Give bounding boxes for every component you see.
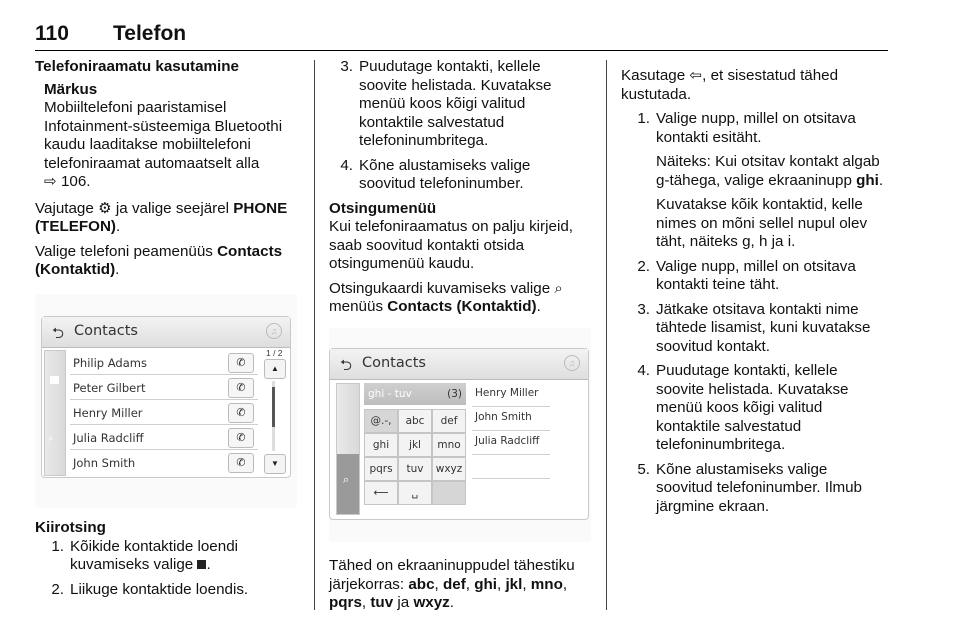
note-title: Märkus	[44, 80, 98, 98]
section-title: Telefoniraamatu kasutamine	[35, 58, 239, 75]
result-item: Julia Radcliff	[472, 431, 550, 455]
key: mno	[432, 433, 466, 457]
list-item: Henry Miller ✆	[70, 400, 258, 425]
call-icon: ✆	[228, 378, 254, 398]
note-line: telefoniraamat automaatselt alla	[44, 154, 260, 172]
step-line: telefoninumbritega.	[656, 436, 786, 453]
header-rule	[35, 50, 888, 51]
screen-title: Contacts	[362, 355, 426, 371]
search-tab-icon: ⌕	[48, 433, 54, 444]
contacts-tab-icon	[50, 376, 59, 384]
note-ref-text: 106.	[60, 173, 91, 190]
list-item: Peter Gilbert ✆	[70, 375, 258, 400]
call-icon: ✆	[228, 403, 254, 423]
step-item: 2. Valige nupp, millel on otsitava	[637, 257, 856, 275]
step-line: kontaktile salvestatud	[359, 113, 505, 131]
key: def	[432, 409, 466, 433]
step-line: kontakti teine täht.	[656, 276, 780, 293]
back-icon: ⮌	[340, 357, 353, 374]
step-line: kontakti esitäht.	[656, 128, 762, 146]
step-item: 5. Kõne alustamiseks valige	[637, 460, 828, 478]
column-divider-2	[606, 60, 607, 610]
search-icon: ⌕	[554, 279, 563, 297]
step-item: 3. Jätkake otsitava kontakti nime	[637, 300, 859, 318]
step-line: järgmine ekraan.	[656, 497, 770, 515]
backspace-icon: ⟵	[364, 481, 398, 505]
key: tuv	[398, 457, 432, 481]
chapter-title: Telefon	[113, 22, 187, 45]
result-item: John Smith	[472, 407, 550, 431]
key: @.-,	[364, 409, 398, 433]
phone-home-icon: ⚙	[98, 199, 112, 217]
step-line: nimes on mõni sellel nupul olev	[656, 214, 868, 232]
search-screen-image	[329, 328, 591, 542]
call-icon: ✆	[228, 428, 254, 448]
step-line: tähtede lisamist, kuni kuvatakse	[656, 319, 871, 336]
search-input: ghi - tuv (3)	[364, 383, 466, 405]
scroll-track	[272, 381, 275, 451]
step-line: täht, näiteks g, h ja i.	[656, 233, 796, 250]
step-item: 1. Kõikide kontaktide loendi	[51, 537, 239, 555]
step-item: 4. Kõne alustamiseks valige	[340, 156, 531, 174]
step-line: Näiteks: Kui otsitav kontakt algab	[656, 153, 880, 170]
key: pqrs	[364, 457, 398, 481]
contacts-icon	[197, 560, 206, 569]
step-line: menüü koos kõigi valitud	[359, 95, 526, 112]
paragraph: Otsingukaardi kuvamiseks valige ⌕	[329, 279, 563, 297]
call-icon: ✆	[228, 453, 254, 473]
list-item: John Smith ✆	[70, 450, 258, 474]
side-tabs	[44, 350, 66, 476]
paragraph-cont: (Kontaktid).	[35, 261, 120, 278]
paragraph-cont: menüüs Contacts (Kontaktid).	[329, 298, 541, 315]
music-note-icon: ♫	[564, 355, 580, 371]
step-line: menüü koos kõigi valitud	[656, 399, 823, 416]
contacts-screen-image	[35, 294, 297, 508]
screen-header	[42, 317, 290, 348]
paragraph-line: saab soovitud kontakti otsida	[329, 236, 525, 254]
screen-header	[330, 349, 588, 380]
subsection-title: Otsingumenüü	[329, 199, 437, 217]
paragraph-line: kustutada.	[621, 85, 692, 103]
column-3	[621, 67, 891, 516]
list-item: Julia Radcliff ✆	[70, 425, 258, 450]
note-line: kaudu laaditakse mobiiltelefoni	[44, 136, 251, 153]
step-item: 4. Puudutage kontakti, kellele	[637, 362, 838, 379]
screen-title: Contacts	[74, 323, 138, 339]
step-3	[333, 58, 599, 194]
quick-search	[35, 519, 310, 599]
page-ref-icon: ⇨	[44, 173, 57, 190]
step-line: g-tähega, valige ekraaninupp ghi.	[656, 171, 884, 189]
step-line: soovitud kontakt.	[656, 337, 770, 355]
letters-paragraph	[329, 557, 604, 613]
paragraph-line: pqrs, tuv ja wxyz.	[329, 594, 454, 611]
note-line: Mobiiltelefoni paaristamisel	[44, 99, 227, 116]
back-icon: ⮌	[52, 325, 65, 342]
key: wxyz	[432, 457, 466, 481]
subsection-title: Kiirotsing	[35, 519, 106, 536]
paragraph: Vajutage ⚙ ja valige seejärel PHONE	[35, 199, 288, 217]
paragraph-line: järjekorras: abc, def, ghi, jkl, mno,	[329, 575, 568, 593]
key: abc	[398, 409, 432, 433]
step-line: Kuvatakse kõik kontaktid, kelle	[656, 196, 863, 213]
paragraph-line: otsingumenüü kaudu.	[329, 255, 475, 272]
page-indicator: 1 / 2	[266, 348, 283, 358]
space-icon: ␣	[398, 481, 432, 505]
column-1	[35, 58, 310, 280]
paragraph-line: Kui telefoniraamatus on palju kirjeid,	[329, 218, 573, 235]
page-header	[35, 22, 186, 46]
paragraph: Kasutage ⇦, et sisestatud tähed	[621, 67, 839, 84]
step-line: soovite helistada. Kuvatakse	[656, 380, 849, 398]
key: jkl	[398, 433, 432, 457]
column-divider-1	[314, 60, 315, 610]
backspace-icon: ⇦	[689, 67, 703, 84]
result-empty	[472, 455, 550, 479]
music-note-icon: ♫	[266, 323, 282, 339]
step-line: soovitud telefoninumber. Ilmub	[656, 479, 862, 496]
blank-key	[432, 481, 466, 505]
result-item: Henry Miller	[472, 383, 550, 407]
note-line: Infotainment-süsteemiga Bluetoothi	[44, 117, 283, 135]
note-box	[35, 81, 310, 192]
step-item: 1. Valige nupp, millel on otsitava	[637, 110, 856, 127]
page-number: 110	[35, 22, 69, 45]
key: ghi	[364, 433, 398, 457]
step-line: soovitud telefoninumber.	[359, 175, 524, 192]
step-item: 3. Puudutage kontakti, kellele	[340, 58, 541, 75]
step-line: telefoninumbritega.	[359, 132, 489, 149]
step-list	[630, 110, 891, 516]
call-icon: ✆	[228, 353, 254, 373]
paragraph: Valige telefoni peamenüüs Contacts	[35, 242, 283, 260]
step-line: soovite helistada. Kuvatakse	[359, 76, 552, 94]
column-2	[329, 58, 599, 317]
step-line: kontaktile salvestatud	[656, 417, 802, 435]
search-tab-icon: ⌕	[343, 474, 350, 486]
side-tabs	[336, 383, 360, 515]
list-item: Philip Adams ✆	[70, 350, 258, 375]
step-cont: kuvamiseks valige .	[70, 556, 211, 573]
step-item: 2. Liikuge kontaktide loendis.	[51, 580, 249, 598]
scroll-thumb	[272, 387, 275, 427]
scroll-up-icon: ▲	[264, 359, 286, 379]
paragraph-line: Tähed on ekraaninuppudel tähestiku	[329, 557, 575, 574]
scroll-down-icon: ▼	[264, 454, 286, 474]
paragraph-cont: (TELEFON).	[35, 218, 121, 235]
note-ref	[44, 173, 310, 192]
